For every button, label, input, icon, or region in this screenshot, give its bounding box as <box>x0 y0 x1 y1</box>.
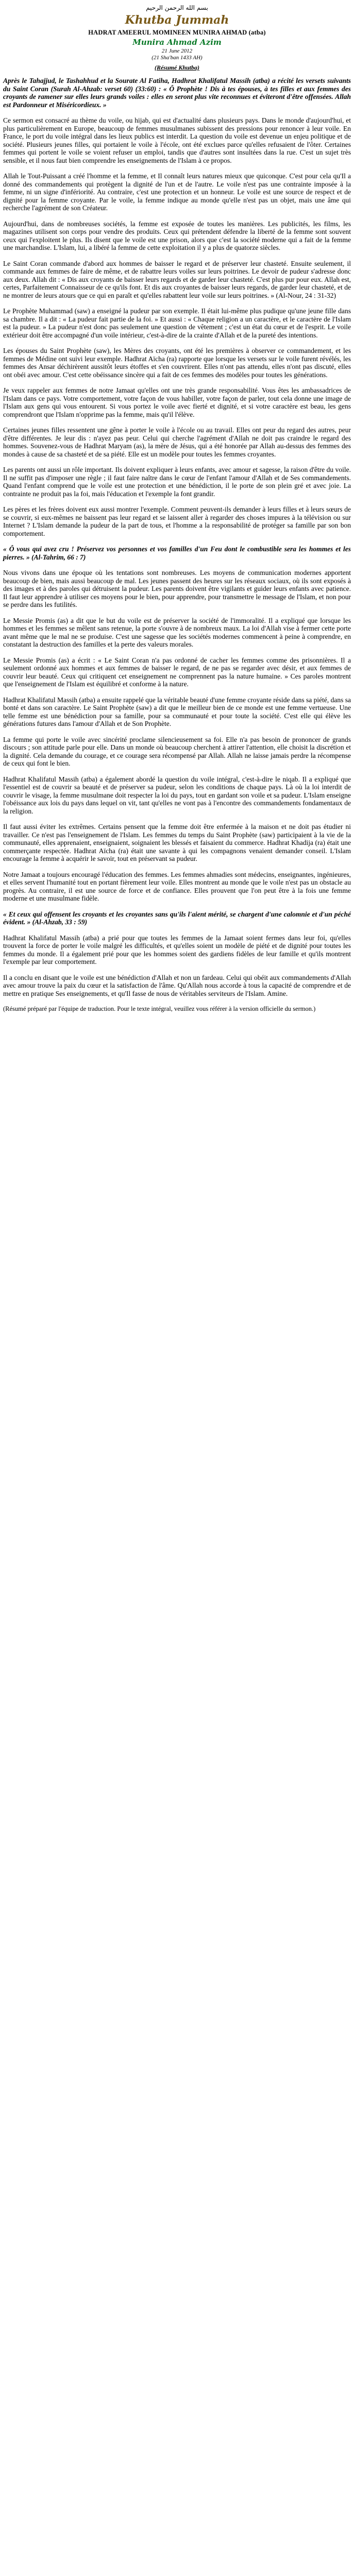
sermon-paragraph: Hadhrat Khalifatul Massih (atba) a également abordé la question du voile intégral, c'est-à-dire le niqab. Il a expliqué que l'essentiel est de couvrir sa beauté et de préserver sa pudeur, selon les conditions de chaque pays. Là où la loi interdit de couvrir le visage, la femme musulmane doit respecter la loi du pays, tout en gardant son voile et sa pudeur. L'Islam enseigne l'obéissance aux lois du pays dans lequel on vit, tant qu'elles ne vont pas à l'encontre des commandements fondamentaux de la religion. <box>3 775 351 815</box>
sermon-paragraph: Certaines jeunes filles ressentent une gêne à porter le voile à l'école ou au travail. Elles ont peur du regard des autres, peur d'être différentes. Je leur dis : n'ayez pas peur. Celui qui cherche l'agrément d'Allah ne doit pas craindre le regard des hommes. Souvenez-vous de Hadhrat Maryam (as), la mère de Jésus, qui a été honorée par Allah au-dessus des femmes des mondes à cause de sa chasteté et de sa piété. Elle est un modèle pour toutes les femmes croyantes. <box>3 426 351 458</box>
sermon-paragraph: Notre Jamaat a toujours encouragé l'éducation des femmes. Les femmes ahmadies sont médecins, enseignantes, ingénieures, et elles servent l'humanité tout en portant fièrement leur voile. Elles montrent au monde que le voile n'est pas un obstacle au progrès. Au contraire, il est une source de force et de confiance. Elles prouvent que l'on peut être à la fois une femme moderne et une musulmane fidèle. <box>3 870 351 902</box>
sermon-paragraph: Hadhrat Khalifatul Massih (atba) a ensuite rappelé que la véritable beauté d'une femme croyante réside dans sa piété, dans sa bonté et dans son caractère. Le Saint Prophète (saw) a dit que le meilleur bien de ce monde est une femme vertueuse. Une telle femme est une bénédiction pour sa famille, pour sa communauté et pour toute la société. C'est elle qui élève les générations futures dans l'amour d'Allah et de Son Prophète. <box>3 696 351 727</box>
sermon-paragraph: Hadhrat Khalifatul Massih (atba) a prié pour que toutes les femmes de la Jamaat soient fermes dans leur foi, qu'elles trouvent la force de porter le voile malgré les difficultés, et qu'elles soient un modèle de piété et de dignité pour toutes les femmes du monde. Il a également prié pour que les hommes soient des gardiens fidèles de leur famille et qu'ils montrent l'exemple par leur comportement. <box>3 934 351 965</box>
sermon-paragraph: Nous vivons dans une époque où les tentations sont nombreuses. Les moyens de communication modernes apportent beaucoup de bien, mais aussi beaucoup de mal. Les jeunes passent des heures sur les réseaux sociaux, où ils sont exposés à des images et à des paroles qui détruisent la pudeur. Les parents doivent être vigilants et guider leurs enfants avec patience. Il faut leur apprendre à utiliser ces moyens pour le bien, pour apprendre, pour transmettre le message de l'Islam, et non pour se perdre dans les futilités. <box>3 569 351 608</box>
sermon-paragraph: Les pères et les frères doivent eux aussi montrer l'exemple. Comment peuvent-ils demander à leurs filles et à leurs sœurs de se couvrir, si eux-mêmes ne baissent pas leur regard et se laissent aller à regarder des choses impures à la télévision ou sur Internet ? L'Islam demande la pudeur de la part de tous, et l'homme a la responsabilité de protéger sa famille par son bon comportement. <box>3 505 351 537</box>
sermon-paragraph: Le Prophète Muhammad (saw) a enseigné la pudeur par son exemple. Il était lui-même plus pudique qu'une jeune fille dans sa chambre. Il a dit : « La pudeur fait partie de la foi. » Et aussi : « Chaque religion a un caractère, et le caractère de l'Islam est la pudeur. » La pudeur n'est donc pas seulement une question de vêtement ; c'est un état du cœur et de l'esprit. Le voile extérieur doit être accompagné d'un voile intérieur, c'est-à-dire de la crainte d'Allah et de la pureté des intentions. <box>3 307 351 339</box>
sermon-paragraph: « Ô vous qui avez cru ! Préservez vos personnes et vos familles d'un Feu dont le combustible sera les hommes et les pierres. » (Al-Tahrim, 66 : 7) <box>3 545 351 561</box>
document-title: Khutba Jummah <box>125 13 229 27</box>
author-name: Ahmad Azim <box>167 38 222 47</box>
sermon-paragraph: La femme qui porte le voile avec sincérité proclame silencieusement sa foi. Elle n'a pas besoin de prononcer de grands discours ; son attitude parle pour elle. Dans un monde où beaucoup cherchent à attirer l'attention, elle choisit la discrétion et la dignité. Cela demande du courage, et ce courage sera récompensé par Allah. Allah ne laisse jamais perdre la récompense de ceux qui font le bien. <box>3 735 351 767</box>
document-subtitle: HADRAT AMEERUL MOMINEEN MUNIRA AHMAD (atba) <box>88 29 266 36</box>
sermon-paragraph: Les épouses du Saint Prophète (saw), les Mères des croyants, ont été les premières à observer ce commandement, et les femmes de Médine ont suivi leur exemple. Hadhrat Aïcha (ra) rapporte que lorsque les versets sur le voile furent révélés, les femmes des Ansar déchirèrent aussitôt leurs étoffes et s'en couvrirent. Elles n'ont pas attendu, elles n'ont pas discuté, elles ont obéi avec amour. C'est cette obéissance sincère qui a fait de ces femmes des modèles pour toutes les générations. <box>3 347 351 379</box>
sermon-paragraph: (Résumé préparé par l'équipe de traduction. Pour le texte intégral, veuillez vous référer à la version officielle du sermon.) <box>3 1005 316 1012</box>
sermon-hijri-date: (21 Sha'ban 1433 AH) <box>151 55 203 61</box>
sermon-paragraph: Le Saint Coran commande d'abord aux hommes de baisser le regard et de préserver leur chasteté. Ensuite seulement, il commande aux femmes de faire de même, et de rabattre leurs voiles sur leurs poitrines. Le devoir de pudeur s'adresse donc aux deux. Allah dit : « Dis aux croyants de baisser leurs regards et de garder leur chasteté. C'est plus pur pour eux. Allah est, certes, Parfaitement Connaisseur de ce qu'ils font. Et dis aux croyantes de baisser leurs regards, de garder leur chasteté, et de ne montrer de leurs atours que ce qui en paraît et qu'elles rabattent leur voile sur leurs poitrines. » (Al-Nour, 24 : 31-32) <box>3 259 351 299</box>
sermon-paragraph: Je veux rappeler aux femmes de notre Jamaat qu'elles ont une très grande responsabilité. Vous êtes les ambassadrices de l'Islam dans ce pays. Votre comportement, votre façon de vous habiller, votre façon de parler, tout cela donne une image de l'Islam aux gens qui vous entourent. Si vous portez le voile avec fierté et dignité, et si votre caractère est beau, les gens comprendront que l'Islam n'opprime pas la femme, mais qu'il l'élève. <box>3 386 351 418</box>
sermon-body <box>3 77 351 1013</box>
sermon-paragraph: Le Messie Promis (as) a dit que le but du voile est de préserver la société de l'immoralité. Il a expliqué que lorsque les hommes et les femmes se mêlent sans retenue, la porte s'ouvre à de nombreux maux. La loi d'Allah vise à fermer cette porte avant même que le mal ne se produise. C'est une sagesse que les sociétés modernes commencent à peine à comprendre, en constatant la destruction des familles et la perte des valeurs morales. <box>3 616 351 648</box>
header <box>3 4 351 72</box>
sermon-date: 21 June 2012 <box>161 48 193 54</box>
sermon-paragraph: Aujourd'hui, dans de nombreuses sociétés, la femme est exposée de toutes les manières. Les publicités, les films, les magazines utilisent son corps pour vendre des produits. Ceux qui prétendent défendre la liberté de la femme sont souvent ceux qui l'exploitent le plus. Ils disent que le voile est une prison, alors que c'est la société moderne qui a fait de la femme une marchandise. L'Islam, lui, a libéré la femme de cette exploitation il y a plus de quatorze siècles. <box>3 219 351 251</box>
sermon-paragraph: Après le Tahajjud, le Tashahhud et la Sourate Al Fatiha, Hadhrat Khalifatul Massih (atba) a récité les versets suivants du Saint Coran (Surah Al-Ahzab: verset 60) (33:60) : « Ô Prophète ! Dis à tes épouses, à tes filles et aux femmes des croyants de ramener sur elles leurs grands voiles : elles en seront plus vite reconnues et éviteront d'être offensées. Allah est Pardonneur et Miséricordieux. » <box>3 77 351 109</box>
sermon-paragraph: Allah le Tout-Puissant a créé l'homme et la femme, et Il connaît leurs natures mieux que quiconque. C'est pour cela qu'Il a donné des commandements qui protègent la dignité de l'un et de l'autre. Le voile n'est pas une contrainte imposée à la femme, ni un signe d'infériorité. Au contraire, c'est une protection et un honneur. Le voile est une source de respect et de dignité pour la femme croyante. Par le voile, la femme indique au monde qu'elle n'est pas un objet, mais une âme qui recherche l'agrément de son Créateur. <box>3 172 351 212</box>
sermon-paragraph: Il faut aussi éviter les extrêmes. Certains pensent que la femme doit être enfermée à la maison et ne doit pas étudier ni travailler. Ce n'est pas l'enseignement de l'Islam. Les femmes du temps du Saint Prophète (saw) participaient à la vie de la communauté, elles apprenaient, enseignaient, soignaient les blessés et faisaient du commerce. Hadhrat Khadija (ra) était une commerçante respectée. Hadhrat Aïcha (ra) était une savante à qui les compagnons venaient demander conseil. L'Islam encourage la femme à acquérir le savoir, tout en préservant sa pudeur. <box>3 823 351 862</box>
author-prefix: Munira <box>132 38 164 47</box>
author <box>3 38 351 47</box>
sermon-paragraph: Ce sermon est consacré au thème du voile, ou hijab, qui est d'actualité dans plusieurs pays. Dans le monde d'aujourd'hui, et plus particulièrement en Europe, beaucoup de femmes musulmanes subissent des pressions pour renoncer à leur voile. En France, le port du voile intégral dans les lieux publics est interdit. La question du voile est devenue un enjeu politique et de société. Plusieurs jeunes filles, qui portaient le voile à l'école, ont été exclues parce qu'elles refusaient de l'ôter. Certaines femmes qui portent le voile se voient refuser un emploi, tandis que d'autres sont insultées dans la rue. C'est un sujet très sensible, et il nous faut bien comprendre les enseignements de l'Islam à ce propos. <box>3 116 351 164</box>
sermon-paragraph: Le Messie Promis (as) a écrit : « Le Saint Coran n'a pas ordonné de cacher les femmes comme des prisonnières. Il a seulement ordonné aux hommes et aux femmes de baisser le regard, de ne pas se regarder avec désir, et aux femmes de couvrir leur beauté. Ceux qui critiquent cet enseignement ne comprennent pas la nature humaine. » Ces paroles montrent que l'enseignement de l'Islam est équilibré et conforme à la nature. <box>3 656 351 688</box>
summary-link[interactable]: (Résumé Khutba) <box>154 64 199 71</box>
sermon-paragraph: « Et ceux qui offensent les croyants et les croyantes sans qu'ils l'aient mérité, se chargent d'une calomnie et d'un péché évident. » (Al-Ahzab, 33 : 59) <box>3 910 351 926</box>
sermon-paragraph: Les parents ont aussi un rôle important. Ils doivent expliquer à leurs enfants, avec amour et sagesse, la raison d'être du voile. Il ne suffit pas d'imposer une règle ; il faut faire naître dans le cœur de l'enfant l'amour d'Allah et de Ses commandements. Quand l'enfant comprend que le voile est une protection et une bénédiction, il le porte de son plein gré et avec joie. La contrainte ne produit pas la foi, mais l'éducation et l'exemple la font grandir. <box>3 466 351 498</box>
sermon-paragraph: Il a conclu en disant que le voile est une bénédiction d'Allah et non un fardeau. Celui qui obéit aux commandements d'Allah avec amour trouve la paix du cœur et la satisfaction de l'âme. Qu'Allah nous accorde à tous la capacité de comprendre et de mettre en pratique Ses enseignements, et qu'Il fasse de nous de véritables serviteurs de l'Islam. Amine. <box>3 973 351 997</box>
bismillah: بسم الله الرحمن الرحيم <box>146 4 208 11</box>
